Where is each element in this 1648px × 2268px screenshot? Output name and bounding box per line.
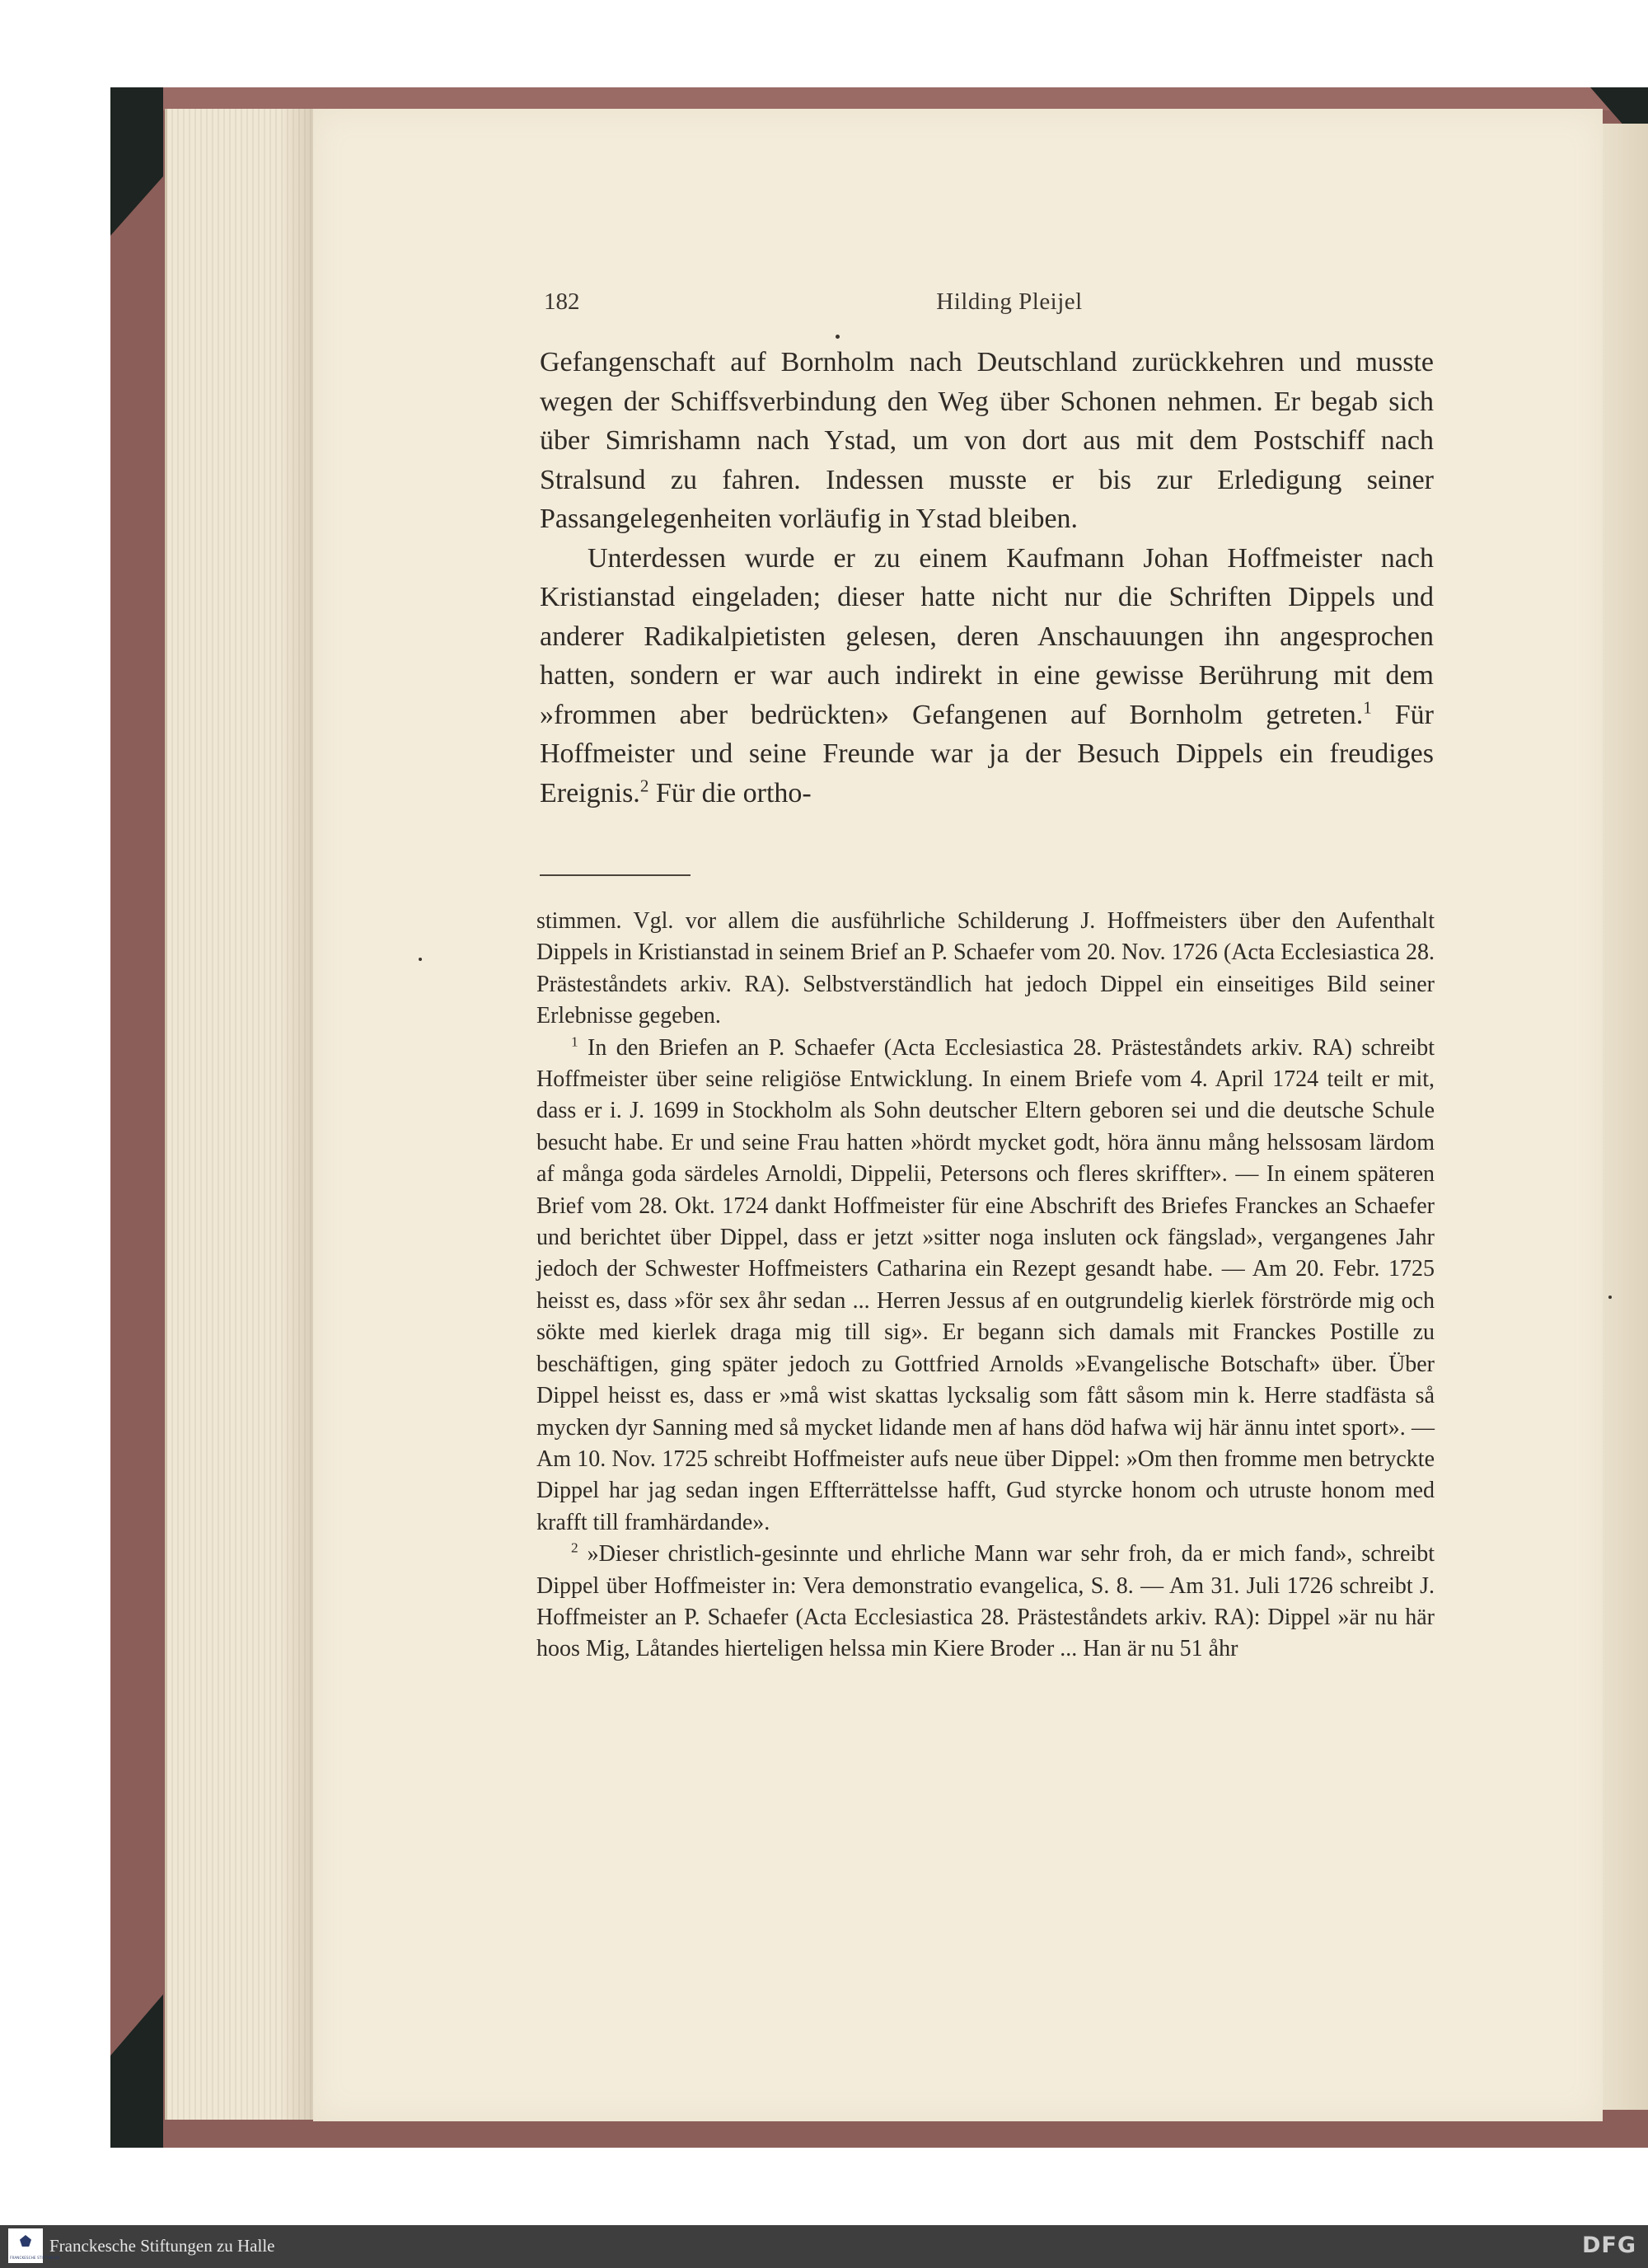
footnote-continuation: stimmen. Vgl. vor allem die ausführliche Schilderung J. Hoffmeisters über den Aufenthalt Dippels in Kristianstad in seinem Brief an P. Schaefer vom 20. Nov. 1726 (Acta Ecclesiastica 28. Prästeståndets arkiv. RA). Selbstverständlich hat jedoch Dippel ein einseitiges Bild seiner Erlebnisse gegeben. xyxy=(536,908,1435,1029)
paragraph xyxy=(540,539,1434,813)
dfg-logo[interactable]: DFG xyxy=(1581,2233,1636,2258)
paragraph-text: Unterdessen wurde er zu einem Kaufmann Johan Hoffmeister nach Kristianstad eingeladen; dieser hatte nicht nur die Schriften Dippels und anderer Radikalpietisten gelesen, deren Anschauungen ihn angesprochen hatten, sondern er war auch indirekt in eine gewisse Berührung mit dem »frommen aber bedrückten» Gefangenen auf Bornholm getreten. xyxy=(540,542,1434,730)
facing-page-edge xyxy=(1603,124,1648,2110)
logo-emblem-icon xyxy=(20,2235,31,2247)
institution-name[interactable]: Franckesche Stiftungen zu Halle xyxy=(49,2236,275,2256)
gutter-shadow xyxy=(280,109,313,2120)
footnote-text: In den Briefen an P. Schaefer (Acta Ecclesiastica 28. Prästeståndets arkiv. RA) schreibt Hoffmeister über seine religiöse Entwicklung. In einem Briefe vom 4. April 1724 teilt er mit, dass er i. J. 1699 in Stockholm als Sohn deutscher Eltern geboren sei und die deutsche Schule besucht habe. Er und seine Frau hatten »hördt mycket godt, höra ännu mång helssosam lärdom af många goda särdeles Arnoldi, Dippelii, Petersons och fleres skriffter». — In einem späteren Brief vom 28. Okt. 1724 dankt Hoffmeister für eine Abschrift des Briefes Franckes an Schaefer und berichtet über Dippel, dass er jetzt »sitter noga insluten ock fängslad», vergangenes Jahr jedoch der Schwester Hoffmeisters Catharina ein Rezept gesandt habe. — Am 20. Febr. 1725 heisst es, dass »för sex åhr sedan ... Herren Jessus af en outgrundelig kierlek förströrde mig och sökte med kierlek draga mig till sig». Er begann sich damals mit Franckes Postille zu beschäftigen, ging später jedoch zu Gottfried Arnolds »Evangelische Botschaft» über. Über Dippel heisst es, dass er »må wist skattas lycksalig som fått såsom min k. Herre stadfästa så mycken dyr Sanning med så mycket lidande men af hans död hafwa wij här ännu intet sport». — Am 10. Nov. 1725 schreibt Hoffmeister aufs neue über Dippel: »Om then fromme men betryckte Dippel har jag sedan ingen Effterrättelsse hafft, Gud styrcke honom och utruste honom med krafft till framhärdande». xyxy=(536,1034,1435,1535)
print-speck xyxy=(836,335,840,339)
footnotes xyxy=(536,906,1435,1666)
print-speck xyxy=(419,958,422,961)
institution-logo-icon[interactable] xyxy=(8,2228,60,2263)
paragraph-text: Für die ortho- xyxy=(648,777,812,808)
paragraph-text: Für Hoffmeister und seine Freunde war ja der Besuch Dippels ein freudiges Ereignis. xyxy=(540,699,1434,808)
viewer-footer xyxy=(0,2225,1648,2268)
footnote-2 xyxy=(536,1539,1435,1666)
print-speck xyxy=(1608,1296,1612,1299)
footnote-ref-1[interactable]: 1 xyxy=(1363,696,1372,717)
page-number: 182 xyxy=(544,288,580,315)
footnote-separator xyxy=(540,874,691,876)
paragraph: Gefangenschaft auf Bornholm nach Deutschland zurückkehren und musste wegen der Schiffsverbindung den Weg über Schonen nehmen. Er begab sich über Simrishamn nach Ystad, um von dort aus mit dem Postschiff nach Stralsund zu fahren. Indessen musste er bis zur Erledigung seiner Passangelegenheiten vorläufig in Ystad bleiben. xyxy=(540,347,1434,534)
page-header xyxy=(544,288,1475,321)
running-head: Hilding Pleijel xyxy=(936,288,1083,315)
footnote-1 xyxy=(536,1033,1435,1539)
logo-text: FRANCKESCHE STIFTUNGEN xyxy=(10,2256,60,2260)
book-cover-top-edge xyxy=(110,87,1648,110)
footnote-marker: 2 xyxy=(571,1539,578,1556)
main-text xyxy=(540,343,1434,813)
footnote-ref-2[interactable]: 2 xyxy=(639,775,649,795)
footnote-text: »Dieser christlich-gesinnte und ehrliche Mann war sehr froh, da er mich fand», schreibt Dippel über Hoffmeister in: Vera demonstratio evangelica, S. 8. — Am 31. Juli 1726 schreibt J. Hoffmeister an P. Schaefer (Acta Ecclesiastica 28. Prästeståndets arkiv. RA): Dippel »är nu här hoos Mig, Låtandes hierteligen helssa min Kiere Broder ... Han är nu 51 åhr xyxy=(536,1541,1435,1662)
footnote-marker: 1 xyxy=(571,1033,578,1050)
